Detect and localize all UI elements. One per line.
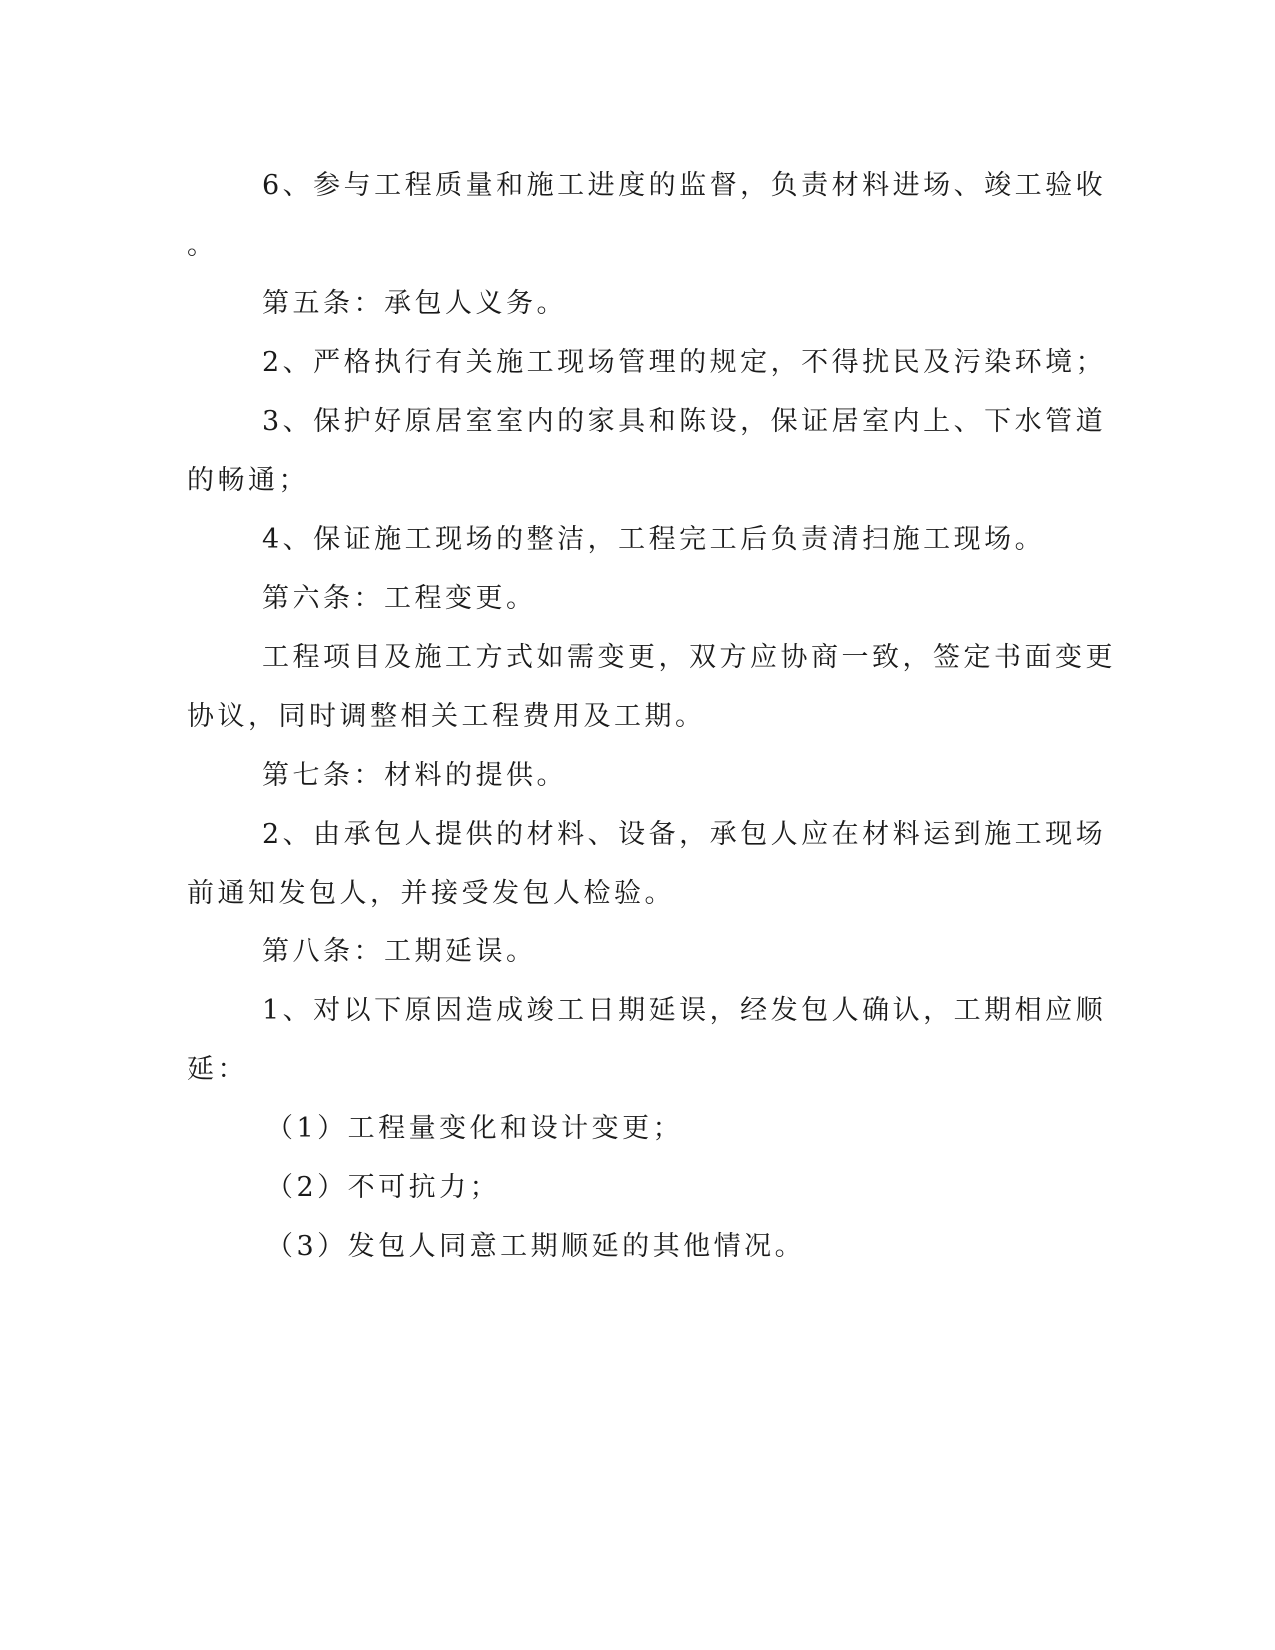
paragraph-line: 前通知发包人，并接受发包人检验。 bbox=[187, 878, 675, 909]
section-heading: 第七条：材料的提供。 bbox=[262, 760, 567, 791]
section-heading: 第八条：工期延误。 bbox=[262, 936, 537, 967]
paragraph-line: 6、参与工程质量和施工进度的监督，负责材料进场、竣工验收 bbox=[262, 170, 1107, 201]
paragraph-line: 延： bbox=[187, 1054, 248, 1085]
paragraph-line: 工程项目及施工方式如需变更，双方应协商一致，签定书面变更 bbox=[262, 642, 1116, 673]
paragraph-line: 协议，同时调整相关工程费用及工期。 bbox=[187, 701, 706, 732]
paragraph-line: 2、严格执行有关施工现场管理的规定，不得扰民及污染环境； bbox=[262, 347, 1107, 378]
paragraph-line: 。 bbox=[187, 230, 218, 261]
list-item: （1）工程量变化和设计变更； bbox=[266, 1113, 684, 1144]
list-item: （2）不可抗力； bbox=[266, 1172, 501, 1203]
section-heading: 第五条：承包人义务。 bbox=[262, 288, 567, 319]
paragraph-line: 3、保护好原居室室内的家具和陈设，保证居室内上、下水管道 bbox=[262, 406, 1107, 437]
paragraph-line: 1、对以下原因造成竣工日期延误，经发包人确认，工期相应顺 bbox=[262, 995, 1107, 1026]
paragraph-line: 4、保证施工现场的整洁，工程完工后负责清扫施工现场。 bbox=[262, 524, 1046, 555]
list-item: （3）发包人同意工期顺延的其他情况。 bbox=[266, 1231, 806, 1262]
paragraph-line: 的畅通； bbox=[187, 465, 309, 496]
section-heading: 第六条：工程变更。 bbox=[262, 583, 537, 614]
paragraph-line: 2、由承包人提供的材料、设备，承包人应在材料运到施工现场 bbox=[262, 819, 1107, 850]
